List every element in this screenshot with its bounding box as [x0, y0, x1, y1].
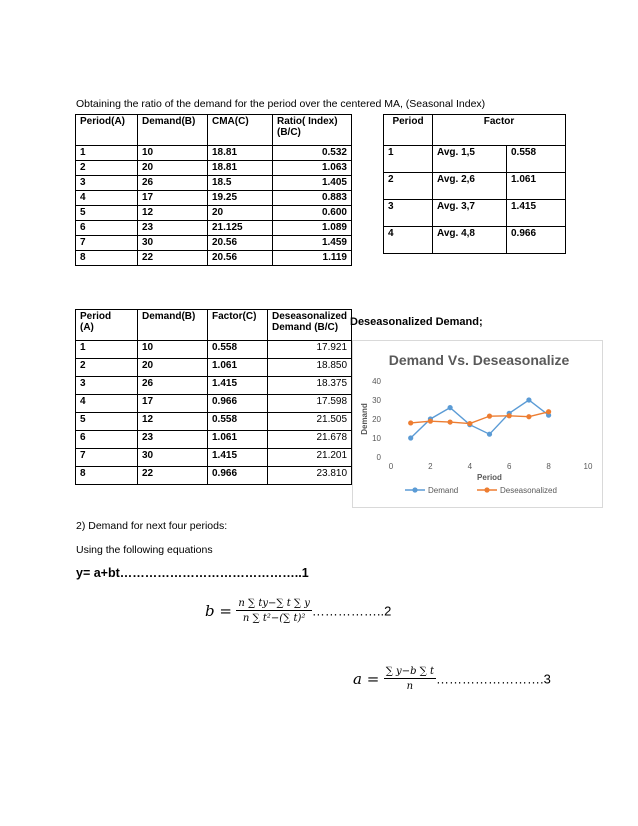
column-header: Demand(B) — [138, 310, 208, 341]
demand-chart — [352, 340, 603, 508]
column-header: Demand(B) — [138, 115, 208, 146]
table-cell: 18.5 — [208, 176, 273, 191]
column-header: Deseasonalized Demand (B/C) — [268, 310, 352, 341]
table-cell: 0.883 — [273, 191, 352, 206]
table-cell: 1 — [76, 341, 138, 359]
table-cell: 26 — [138, 377, 208, 395]
table-cell: 22 — [138, 467, 208, 485]
y-tick-label: 20 — [372, 415, 381, 424]
table-cell: 10 — [138, 146, 208, 161]
table-cell: 1.415 — [507, 200, 566, 227]
table-cell: 23.810 — [268, 467, 352, 485]
table-row — [76, 161, 352, 176]
section2-heading: 2) Demand for next four periods: — [76, 520, 228, 532]
x-tick-label: 8 — [546, 462, 551, 471]
equation-b-suffix: ……………..2 — [311, 603, 392, 619]
deseasonalized-heading: Deseasonalized Demand; — [350, 316, 483, 328]
table-cell: 8 — [76, 467, 138, 485]
equation-a — [353, 666, 551, 692]
table-cell: 18.81 — [208, 146, 273, 161]
table-cell: 26 — [138, 176, 208, 191]
table-cell: 0.558 — [208, 413, 268, 431]
data-point — [448, 405, 453, 410]
table-cell: 4 — [76, 395, 138, 413]
table-cell: 17 — [138, 395, 208, 413]
table-cell: 23 — [138, 221, 208, 236]
chart-title: Demand Vs. Deseasonalize — [388, 352, 570, 368]
table-cell: 12 — [138, 413, 208, 431]
table-row — [76, 359, 352, 377]
table-cell: 4 — [384, 227, 433, 254]
header-row — [76, 115, 352, 146]
data-point — [448, 419, 453, 424]
y-tick-label: 40 — [372, 377, 381, 386]
equation-a-denominator: n — [406, 681, 414, 692]
data-point — [487, 432, 492, 437]
table-cell: 1 — [76, 146, 138, 161]
table-row — [384, 200, 566, 227]
column-header: Period (A) — [76, 310, 138, 341]
x-tick-label: 0 — [388, 462, 394, 471]
deseasonalized-table — [75, 309, 352, 485]
table-row — [384, 227, 566, 254]
column-header: Factor — [433, 115, 566, 146]
table-cell: 17 — [138, 191, 208, 206]
equation-a-numerator: ∑ y−b ∑ t — [385, 666, 434, 677]
x-axis-label: Period — [477, 473, 502, 482]
table-cell: Avg. 4,8 — [433, 227, 507, 254]
header-row — [384, 115, 566, 146]
table-row — [384, 173, 566, 200]
table-cell: 1.061 — [208, 359, 268, 377]
table-cell: 1 — [384, 146, 433, 173]
data-point — [467, 421, 472, 426]
intro-text: Obtaining the ratio of the demand for the period over the centered MA, (Seasonal Index) — [76, 98, 486, 110]
equation-b-denominator: n ∑ t²−(∑ t)² — [242, 613, 306, 624]
x-tick-label: 4 — [467, 462, 473, 471]
table-cell: 7 — [76, 449, 138, 467]
table-cell: 0.966 — [208, 395, 268, 413]
table-cell: Avg. 3,7 — [433, 200, 507, 227]
table-cell: 21.201 — [268, 449, 352, 467]
equation-a-suffix: …………………….3 — [436, 671, 551, 687]
table-cell: 22 — [138, 251, 208, 266]
table-cell: 1.061 — [507, 173, 566, 200]
table-cell: 21.125 — [208, 221, 273, 236]
table-cell: 3 — [76, 377, 138, 395]
factor-table — [383, 114, 566, 254]
table-cell: 20 — [138, 161, 208, 176]
data-point — [408, 435, 413, 440]
table-cell: 5 — [76, 413, 138, 431]
y-tick-label: 30 — [372, 396, 381, 405]
equation-a-fraction — [384, 666, 436, 692]
y-tick-label: 0 — [376, 453, 381, 462]
table-cell: 1.089 — [273, 221, 352, 236]
table-cell: 10 — [138, 341, 208, 359]
table-cell: 4 — [76, 191, 138, 206]
table-cell: 0.558 — [507, 146, 566, 173]
table-cell: 17.598 — [268, 395, 352, 413]
table-cell: 3 — [76, 176, 138, 191]
equation-b-lhs: b = — [205, 602, 232, 620]
table-cell: 18.81 — [208, 161, 273, 176]
table-cell: 1.415 — [208, 377, 268, 395]
equation-b-fraction — [236, 598, 311, 624]
table-cell: 21.678 — [268, 431, 352, 449]
table-cell: 21.505 — [268, 413, 352, 431]
table-cell: 0.966 — [507, 227, 566, 254]
column-header: Period — [384, 115, 433, 146]
table-cell: 7 — [76, 236, 138, 251]
table-row — [76, 176, 352, 191]
table-row — [76, 395, 352, 413]
table-cell: 17.921 — [268, 341, 352, 359]
table-cell: 6 — [76, 221, 138, 236]
table-cell: 1.061 — [208, 431, 268, 449]
data-point — [526, 397, 531, 402]
column-header: Ratio( Index) (B/C) — [273, 115, 352, 146]
table-cell: 8 — [76, 251, 138, 266]
legend-label: Demand — [428, 486, 459, 495]
table-cell: 0.558 — [208, 341, 268, 359]
table-row — [76, 251, 352, 266]
data-point — [507, 413, 512, 418]
legend-label: Deseasonalized — [500, 486, 557, 495]
table-cell: 3 — [384, 200, 433, 227]
table-cell: 0.600 — [273, 206, 352, 221]
table-cell: 1.415 — [208, 449, 268, 467]
data-point — [428, 419, 433, 424]
table-row — [76, 431, 352, 449]
table-cell: 19.25 — [208, 191, 273, 206]
column-header: CMA(C) — [208, 115, 273, 146]
table-cell: 1.063 — [273, 161, 352, 176]
table-row — [76, 413, 352, 431]
table-row — [76, 377, 352, 395]
header-row — [76, 310, 352, 341]
data-point — [487, 414, 492, 419]
equation-a-lhs: a = — [353, 670, 380, 688]
equation-b-numerator: n ∑ ty−∑ t ∑ y — [238, 598, 310, 609]
legend-marker — [412, 487, 417, 492]
table-cell: 30 — [138, 449, 208, 467]
table-row — [76, 341, 352, 359]
table-cell: 2 — [76, 359, 138, 377]
table-cell: 20 — [138, 359, 208, 377]
table-row — [76, 236, 352, 251]
table-cell: 2 — [384, 173, 433, 200]
data-point — [526, 414, 531, 419]
table-cell: 6 — [76, 431, 138, 449]
seasonal-index-table — [75, 114, 352, 266]
table-row — [384, 146, 566, 173]
y-axis-label: Demand — [360, 403, 369, 435]
table-cell: 1.405 — [273, 176, 352, 191]
table-row — [76, 467, 352, 485]
table-cell: Avg. 2,6 — [433, 173, 507, 200]
table-cell: 12 — [138, 206, 208, 221]
legend-marker — [484, 487, 489, 492]
table-row — [76, 191, 352, 206]
table-cell: 23 — [138, 431, 208, 449]
column-header: Factor(C) — [208, 310, 268, 341]
table-cell: 18.375 — [268, 377, 352, 395]
table-cell: 30 — [138, 236, 208, 251]
y-tick-label: 10 — [372, 434, 381, 443]
table-row — [76, 449, 352, 467]
equation-b — [205, 598, 391, 624]
table-cell: 0.532 — [273, 146, 352, 161]
table-cell: 5 — [76, 206, 138, 221]
x-tick-label: 6 — [506, 462, 512, 471]
data-point — [546, 409, 551, 414]
table-cell: 20 — [208, 206, 273, 221]
table-row — [76, 146, 352, 161]
table-cell: 2 — [76, 161, 138, 176]
column-header: Period(A) — [76, 115, 138, 146]
table-cell: 20.56 — [208, 251, 273, 266]
equation-1: y= a+bt……………………………………..1 — [76, 566, 309, 580]
chart-svg — [353, 341, 602, 507]
table-row — [76, 206, 352, 221]
table-cell: 0.966 — [208, 467, 268, 485]
table-cell: Avg. 1,5 — [433, 146, 507, 173]
table-row — [76, 221, 352, 236]
table-cell: 18.850 — [268, 359, 352, 377]
table-cell: 1.119 — [273, 251, 352, 266]
section2-subheading: Using the following equations — [76, 544, 213, 556]
table-cell: 20.56 — [208, 236, 273, 251]
data-point — [408, 420, 413, 425]
x-tick-label: 10 — [583, 462, 593, 471]
x-tick-label: 2 — [428, 462, 433, 471]
table-cell: 1.459 — [273, 236, 352, 251]
